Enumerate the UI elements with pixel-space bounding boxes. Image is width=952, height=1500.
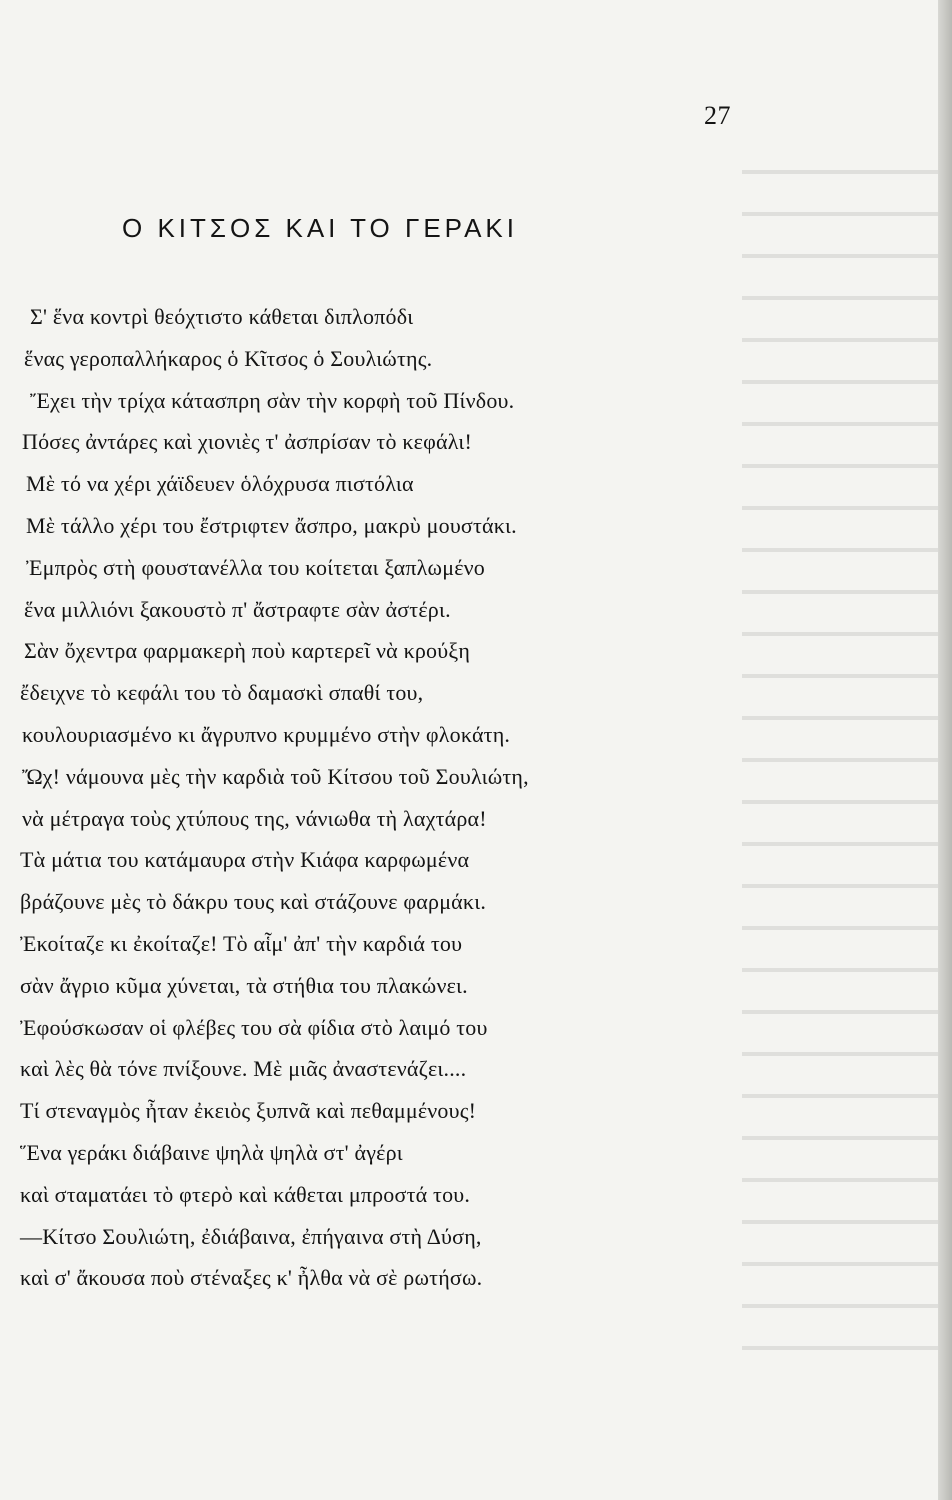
poem-line: Ἐμπρὸς στὴ φουστανέλλα του κοίτεται ξαπλωμένο [26, 554, 485, 580]
poem-line: Ἕνα γεράκι διάβαινε ψηλὰ ψηλὰ στ' ἀγέρι [20, 1139, 403, 1165]
page-edge [938, 0, 952, 1500]
poem-line: Τί στεναγμὸς ἦταν ἐκειὸς ξυπνᾶ καὶ πεθαμμένους! [20, 1098, 477, 1124]
poem-line: βράζουνε μὲς τὸ δάκρυ τους καὶ στάζουνε φαρμάκι. [20, 889, 487, 915]
poem-line: Σ' ἕνα κοντρὶ θεόχτιστο κάθεται διπλοπόδι [30, 304, 414, 329]
poem-line: Μὲ τό να χέρι χάϊδευεν ὁλόχρυσα πιστόλια [26, 471, 414, 497]
poem-line: Ἐκοίταζε κι ἐκοίταζε! Τὸ αἷμ' ἀπ' τὴν καρδιά του [20, 930, 463, 956]
poem-line: Πόσες ἀντάρες καὶ χιονιὲς τ' ἀσπρίσαν τὸ κεφάλι! [22, 429, 472, 455]
show-through-text [742, 150, 952, 1350]
poem-line: Ὤχ! νάμουνα μὲς τὴν καρδιὰ τοῦ Κίτσου τοῦ Σουλιώτη, [22, 763, 529, 789]
poem-line: καὶ λὲς θὰ τόνε πνίξουνε. Μὲ μιᾶς ἀναστενάζει.... [20, 1056, 467, 1082]
poem-line: κουλουριασμένο κι ἄγρυπνο κρυμμένο στὴν φλοκάτη. [22, 721, 511, 747]
poem-line: Ἐφούσκωσαν οἱ φλέβες του σὰ φίδια στὸ λαιμό του [20, 1014, 488, 1040]
poem-title: Ο ΚΙΤΣΟΣ ΚΑΙ ΤΟ ΓΕΡΑΚΙ [122, 213, 518, 243]
poem-line: ἔδειχνε τὸ κεφάλι του τὸ δαμασκὶ σπαθί του, [20, 680, 424, 706]
poem-line: καὶ σταματάει τὸ φτερὸ καὶ κάθεται μπροστά του. [20, 1181, 471, 1207]
poem-line: ἕνα μιλλιόνι ξακουστὸ π' ἄστραφτε σὰν ἀστέρι. [24, 596, 451, 622]
poem-line: καὶ σ' ἄκουσα ποὺ στέναξες κ' ἦλθα νὰ σὲ ρωτήσω. [20, 1265, 483, 1291]
poem-line: σὰν ἄγριο κῦμα χύνεται, τὰ στήθια του πλακώνει. [20, 972, 468, 998]
poem-line: νὰ μέτραγα τοὺς χτύπους της, νάνιωθα τὴ λαχτάρα! [22, 805, 487, 831]
poem-line: Ἔχει τὴν τρίχα κάτασπρη σὰν τὴν κορφὴ τοῦ Πίνδου. [30, 387, 515, 413]
poem-line: —Κίτσο Σουλιώτη, ἐδιάβαινα, ἐπήγαινα στὴ Δύση, [20, 1223, 482, 1249]
poem-line: Τὰ μάτια του κατάμαυρα στὴν Κιάφα καρφωμένα [20, 847, 470, 873]
poem-body [20, 296, 740, 1299]
poem-line: Μὲ τάλλο χέρι του ἔστριφτεν ἄσπρο, μακρὺ μουστάκι. [26, 512, 517, 538]
poem-line: Σὰν ὄχεντρα φαρμακερὴ ποὺ καρτερεῖ νὰ κρούξη [24, 638, 471, 664]
page-number: 27 [704, 101, 731, 130]
poem-line: ἕνας γεροπαλλήκαρος ὁ Κῖτσος ὁ Σουλιώτης. [24, 345, 433, 371]
